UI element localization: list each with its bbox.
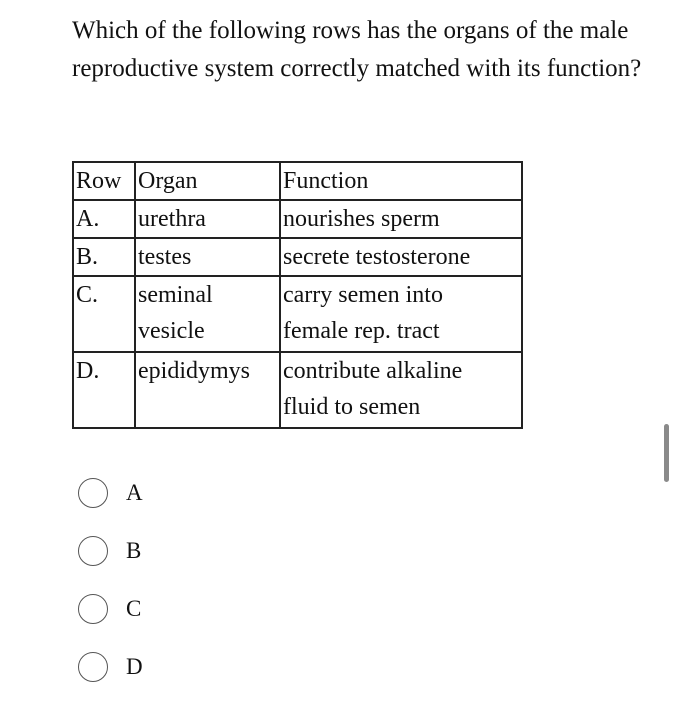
function-cell bbox=[280, 352, 522, 428]
organ-cell bbox=[135, 200, 280, 238]
organ-cell bbox=[135, 238, 280, 276]
organ-text: vesicle bbox=[138, 318, 205, 344]
organ-text: testes bbox=[138, 244, 192, 270]
option-label: D bbox=[126, 654, 143, 679]
radio-button-d[interactable] bbox=[78, 652, 108, 682]
function-text: secrete testosterone bbox=[283, 244, 471, 270]
option-b[interactable] bbox=[78, 532, 143, 570]
function-cell bbox=[280, 238, 522, 276]
table-row bbox=[73, 238, 522, 276]
scrollbar-thumb[interactable] bbox=[664, 424, 669, 482]
answer-options bbox=[78, 474, 143, 706]
organ-function-table bbox=[72, 161, 523, 429]
row-label: A. bbox=[73, 200, 135, 238]
option-a[interactable] bbox=[78, 474, 143, 512]
table-row bbox=[73, 200, 522, 238]
table-row bbox=[73, 352, 522, 428]
table-row bbox=[73, 276, 522, 352]
row-label: B. bbox=[73, 238, 135, 276]
option-label: A bbox=[126, 480, 143, 505]
option-label: B bbox=[126, 538, 142, 563]
function-text: fluid to semen bbox=[283, 394, 421, 420]
function-cell bbox=[280, 276, 522, 352]
function-text: contribute alkaline bbox=[283, 358, 463, 384]
organ-text: seminal bbox=[138, 282, 213, 308]
organ-cell bbox=[135, 276, 280, 352]
option-d[interactable] bbox=[78, 648, 143, 686]
table-header-row bbox=[73, 162, 522, 200]
question-text: Which of the following rows has the organs of the male reproductive system correctly matched with its function? bbox=[72, 17, 642, 82]
row-label: D. bbox=[73, 352, 135, 428]
organ-text: epididymys bbox=[138, 358, 250, 384]
header-row: Row bbox=[73, 162, 135, 200]
radio-button-a[interactable] bbox=[78, 478, 108, 508]
header-function: Function bbox=[280, 162, 522, 200]
function-cell bbox=[280, 200, 522, 238]
header-organ: Organ bbox=[135, 162, 280, 200]
option-label: C bbox=[126, 596, 142, 621]
radio-button-b[interactable] bbox=[78, 536, 108, 566]
function-text: nourishes sperm bbox=[283, 206, 440, 232]
organ-cell bbox=[135, 352, 280, 428]
function-text: female rep. tract bbox=[283, 318, 440, 344]
row-label: C. bbox=[73, 276, 135, 352]
function-text: carry semen into bbox=[283, 282, 443, 308]
option-c[interactable] bbox=[78, 590, 143, 628]
radio-button-c[interactable] bbox=[78, 594, 108, 624]
organ-text: urethra bbox=[138, 206, 206, 232]
